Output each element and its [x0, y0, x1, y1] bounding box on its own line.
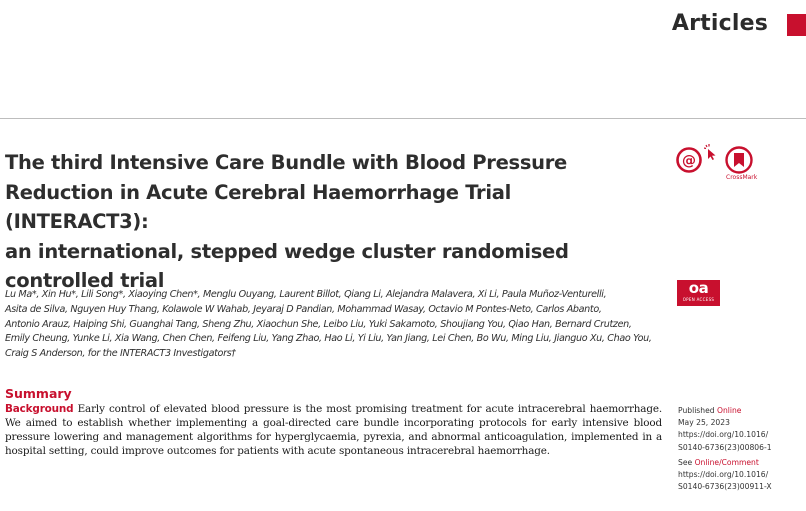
background-label: Background: [5, 403, 74, 415]
doi-link[interactable]: https://doi.org/10.1016/: [678, 430, 769, 440]
open-access-badge: [677, 280, 720, 306]
doi-link-cont[interactable]: S0140-6736(23)00806-1: [678, 442, 772, 452]
oa-subtext: OPEN ACCESS: [682, 297, 715, 302]
summary-heading: Summary: [5, 386, 72, 401]
header-divider: [0, 118, 806, 119]
background-text: Early control of elevated blood pressure is the most promising treatment for acute intracerebral haemorrhage. We aimed to establish whether implementing a goal-directed care bundle incorporating protocols for early intensive blood pressure lowering and management algorithms for hyperglycaemia, pyrexia, and abnormal anticoagulation, implemented in a hospital setting, could improve outcomes for patients with acute spontaneous intracerebral haemorrhage.: [5, 403, 663, 457]
author-line: Asita de Silva, Nguyen Huy Thang, Kolawole W Wahab, Jeyaraj D Pandian, Mohammad Wasay, Octavio M Pontes-Neto, Carlos Abanto,: [5, 303, 602, 315]
cursor-sparkle-icon[interactable]: [704, 144, 718, 160]
article-tools: [676, 144, 776, 184]
published-online-link[interactable]: Online: [716, 406, 742, 415]
published-prefix: Published: [678, 406, 717, 415]
online-comment-link[interactable]: Online/Comment: [694, 457, 759, 467]
crossmark-icon[interactable]: [725, 146, 753, 174]
published-line: [678, 405, 806, 417]
publication-date: May 25, 2023: [678, 418, 730, 428]
article-title: [5, 148, 655, 296]
comment-doi-link-cont[interactable]: S0140-6736(23)00911-X: [678, 482, 772, 492]
title-line: an international, stepped wedge cluster randomised: [5, 239, 569, 263]
svg-text:@: @: [682, 153, 696, 169]
see-prefix: See: [678, 457, 695, 467]
comment-doi-link[interactable]: https://doi.org/10.1016/: [678, 470, 769, 480]
author-line: Craig S Anderson, for the INTERACT3 Investigators†: [5, 348, 236, 360]
author-line: Antonio Arauz, Haiping Shi, Guanghai Tang, Sheng Zhu, Xiaochun She, Leibo Liu, Yuki Sakamoto, Shoujiang You, Qiao Han, Bernard Crutzen,: [5, 318, 632, 330]
crossmark-label: CrossMark: [726, 174, 758, 181]
at-circle-icon[interactable]: [676, 147, 702, 173]
summary-background: [5, 403, 662, 459]
see-comment-line: [678, 457, 806, 469]
author-line: Emily Cheung, Yunke Li, Xia Wang, Chen Chen, Feifeng Liu, Yang Zhao, Hao Li, Yi Liu, Yan Jiang, Lei Chen, Bo Wu, Ming Liu, Jianguo Xu, Chao You,: [5, 333, 652, 345]
title-line: The third Intensive Care Bundle with Blood Pressure: [5, 151, 567, 174]
publication-sidebar: [678, 405, 806, 493]
author-list: [5, 288, 660, 362]
oa-text: oa: [688, 279, 709, 297]
title-line: controlled trial: [5, 269, 165, 292]
title-line: Reduction in Acute Cerebral Haemorrhage Trial (INTERACT3):: [5, 180, 511, 233]
author-line: Lu Ma*, Xin Hu*, Lili Song*, Xiaoying Chen*, Menglu Ouyang, Laurent Billot, Qiang Li, Alejandra Malavera, Xi Li, Paula Muñoz-Venturelli,: [5, 289, 607, 300]
section-label: Articles: [671, 11, 768, 36]
section-accent-bar: [787, 14, 806, 36]
